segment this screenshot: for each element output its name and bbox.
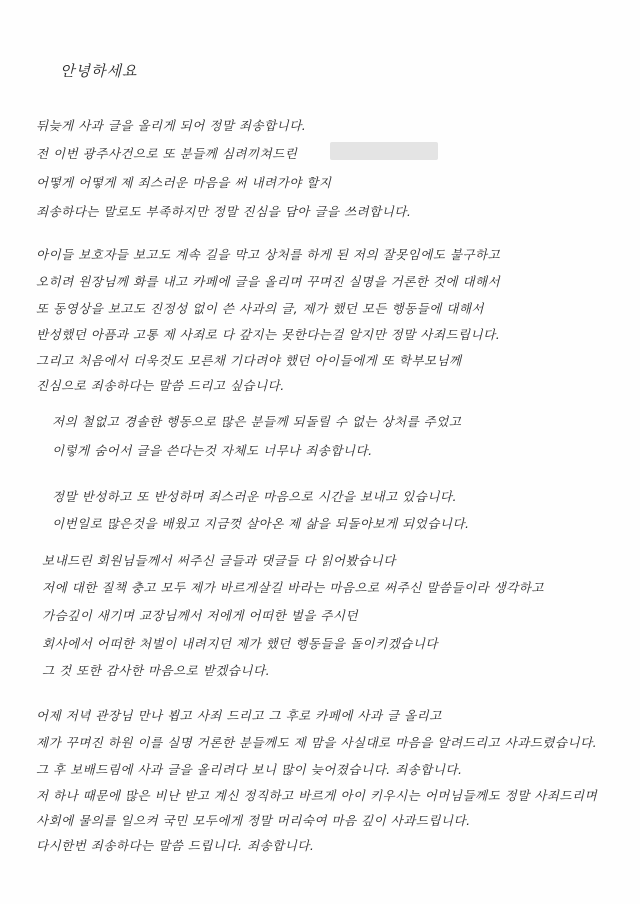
letter-line: 보내드린 회원님들께서 써주신 글들과 댓글들 다 읽어봤습니다 [42,553,396,568]
letter-line: 진심으로 죄송하다는 말씀 드리고 싶습니다. [36,378,285,393]
letter-line: 정말 반성하고 또 반성하며 죄스러운 마음으로 시간을 보내고 있습니다. [52,489,457,504]
letter-line: 아이들 보호자들 보고도 계속 길을 막고 상처를 하게 된 저의 잘못임에도 불구하고 [36,247,501,262]
letter-line: 어제 저녁 관장님 만나 뵙고 사죄 드리고 그 후로 카페에 사과 글 올리고 [36,708,442,723]
letter-greeting: 안녕하세요 [60,62,138,80]
letter-line: 반성했던 아픔과 고통 제 사죄로 다 갚지는 못한다는걸 알지만 정말 사죄드립니다. [36,327,501,342]
letter-line: 그 후 보배드림에 사과 글을 올리려다 보니 많이 늦어졌습니다. 죄송합니다. [36,762,463,777]
letter-line: 저의 철없고 경솔한 행동으로 많은 분들께 되돌릴 수 없는 상처를 주었고 [52,414,462,429]
letter-line: 다시한번 죄송하다는 말씀 드립니다. 죄송합니다. [36,838,315,853]
letter-line: 이번일로 많은것을 배웠고 지금껏 살아온 제 삶을 되돌아보게 되었습니다. [52,516,470,531]
letter-line: 전 이번 광주사건으로 또 분들께 심려끼쳐드린 [36,146,298,161]
letter-line: 그 것 또한 감사한 마음으로 받겠습니다. [42,663,271,678]
letter-line: 회사에서 어떠한 처벌이 내려지던 제가 했던 행동들을 돌이키겠습니다 [42,636,438,651]
letter-line: 오히려 원장님께 화를 내고 카페에 글을 올리며 꾸며진 실명을 거론한 것에 대해서 [36,274,501,289]
redaction-mark [330,142,438,160]
letter-line: 그리고 처음에서 더욱것도 모른채 기다려야 했던 아이들에게 또 학부모님께 [36,353,462,368]
letter-line: 뒤늦게 사과 글을 올리게 되어 정말 죄송합니다. [36,118,307,133]
letter-line: 저 하나 때문에 많은 비난 받고 계신 정직하고 바르게 아이 키우시는 어머님들께도 정말 사죄드리며 [36,788,598,803]
letter-line: 어떻게 어떻게 제 죄스러운 마음을 써 내려가야 할지 [36,175,332,190]
letter-line: 가슴깊이 새기며 교장님께서 저에게 어떠한 벌을 주시던 [42,608,359,623]
letter-line: 사회에 물의를 일으켜 국민 모두에게 정말 머리숙여 마음 깊이 사과드립니다. [36,813,471,828]
letter-line: 제가 꾸며진 하원 이를 실명 거론한 분들께도 제 맘을 사실대로 마음을 알려드리고 사과드렸습니다. [36,735,598,750]
letter-line: 또 동영상을 보고도 진정성 없이 쓴 사과의 글, 제가 했던 모든 행동들에 대해서 [36,301,484,316]
letter-line: 죄송하다는 말로도 부족하지만 정말 진심을 담아 글을 쓰려합니다. [36,204,412,219]
letter-line: 저에 대한 질책 충고 모두 제가 바르게살길 바라는 마음으로 써주신 말씀들이라 생각하고 [42,580,544,595]
letter-line: 이렇게 숨어서 글을 쓴다는것 자체도 너무나 죄송합니다. [52,443,373,458]
